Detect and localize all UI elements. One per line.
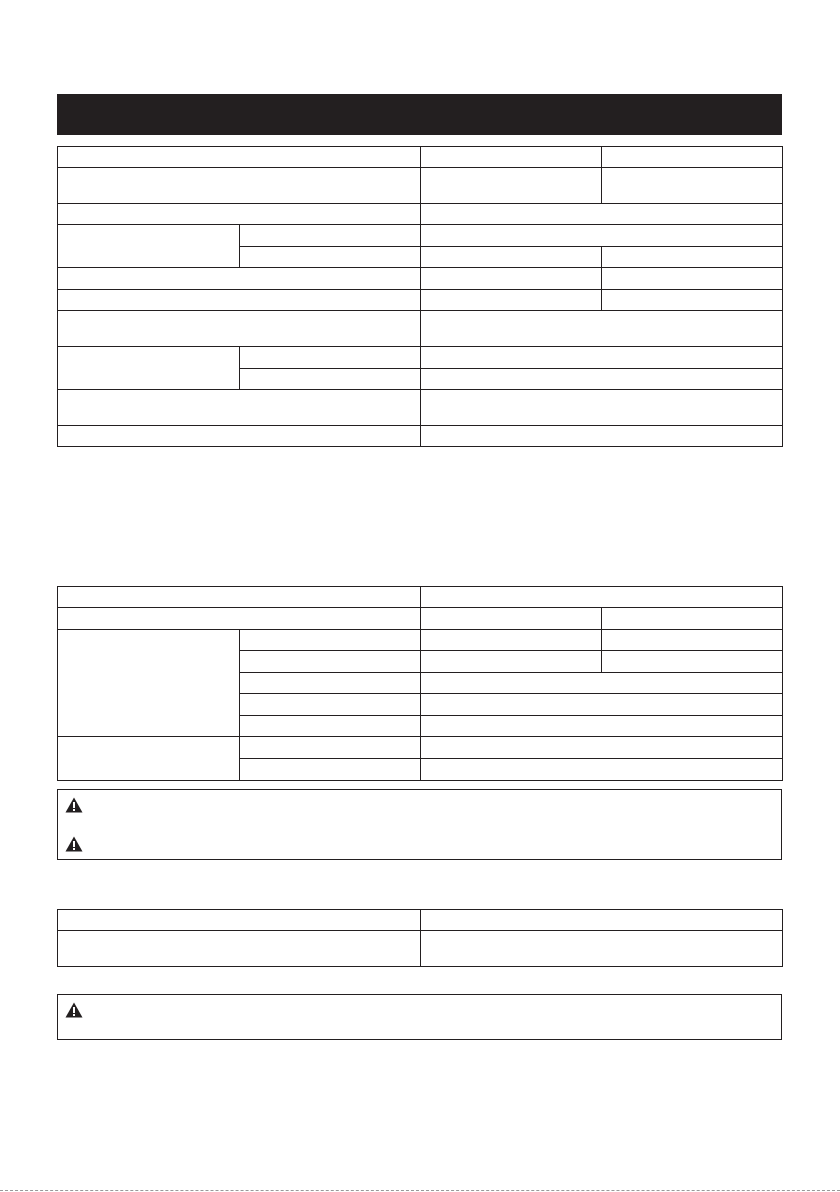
table-cell xyxy=(240,759,421,781)
table-cell xyxy=(240,347,421,369)
charger-table xyxy=(57,909,783,967)
table-cell xyxy=(58,910,421,931)
table-cell xyxy=(602,651,783,673)
table-row xyxy=(58,147,783,168)
table-row xyxy=(58,225,783,247)
table-cell xyxy=(240,737,421,759)
table-cell xyxy=(421,225,783,247)
page-cut-line xyxy=(0,1190,840,1191)
table-cell xyxy=(602,608,783,630)
table-cell xyxy=(421,311,783,347)
table-cell xyxy=(602,147,783,168)
table-cell xyxy=(421,426,783,447)
table-cell xyxy=(58,347,240,390)
table-cell xyxy=(240,673,421,694)
table-cell xyxy=(58,587,421,608)
table-row xyxy=(58,608,783,630)
specifications-table xyxy=(57,146,783,447)
table-cell xyxy=(240,369,421,390)
table-cell xyxy=(421,737,783,759)
table-row xyxy=(58,204,783,225)
table-cell xyxy=(421,369,783,390)
table-cell xyxy=(240,651,421,673)
table-row xyxy=(58,910,783,931)
warning-box xyxy=(57,994,782,1040)
table-row xyxy=(58,931,783,967)
table-cell xyxy=(240,225,421,247)
warning-triangle-icon xyxy=(65,1002,83,1018)
table-cell xyxy=(58,608,421,630)
table-row xyxy=(58,390,783,426)
table-row xyxy=(58,311,783,347)
table-cell xyxy=(58,931,421,967)
table-cell xyxy=(58,290,421,311)
table-cell xyxy=(58,390,421,426)
table-cell xyxy=(421,630,602,651)
table-row xyxy=(58,426,783,447)
table-cell xyxy=(421,651,602,673)
table-cell xyxy=(58,737,240,781)
warning-triangle-icon xyxy=(65,797,83,813)
table-cell xyxy=(421,168,602,204)
table-cell xyxy=(421,247,602,268)
table-cell xyxy=(58,268,421,290)
table-cell xyxy=(421,268,602,290)
table-row xyxy=(58,587,783,608)
table-cell xyxy=(421,347,783,369)
warning-triangle-icon xyxy=(65,836,83,852)
table-cell xyxy=(421,931,783,967)
table-cell xyxy=(58,168,421,204)
table-cell xyxy=(58,147,421,168)
table-cell xyxy=(602,247,783,268)
table-cell xyxy=(602,168,783,204)
table-cell xyxy=(240,694,421,716)
table-cell xyxy=(240,247,421,268)
table-row xyxy=(58,630,783,651)
table-cell xyxy=(421,716,783,737)
table-cell xyxy=(602,630,783,651)
table-cell xyxy=(240,716,421,737)
table-cell xyxy=(58,204,421,225)
table-cell xyxy=(421,587,783,608)
table-cell xyxy=(421,608,602,630)
table-cell xyxy=(58,426,421,447)
table-row xyxy=(58,268,783,290)
table-cell xyxy=(421,390,783,426)
battery-table xyxy=(57,586,783,781)
table-cell xyxy=(58,630,240,737)
table-cell xyxy=(421,694,783,716)
table-cell xyxy=(602,268,783,290)
table-cell xyxy=(58,311,421,347)
table-cell xyxy=(58,225,240,268)
table-cell xyxy=(421,673,783,694)
table-cell xyxy=(421,910,783,931)
table-row xyxy=(58,347,783,369)
table-cell xyxy=(421,759,783,781)
table-row xyxy=(58,290,783,311)
table-cell xyxy=(240,630,421,651)
section-header-bar xyxy=(57,94,782,135)
table-row xyxy=(58,168,783,204)
table-cell xyxy=(602,290,783,311)
table-cell xyxy=(421,147,602,168)
table-cell xyxy=(421,204,783,225)
warning-box xyxy=(57,789,782,860)
table-cell xyxy=(421,290,602,311)
table-row xyxy=(58,737,783,759)
